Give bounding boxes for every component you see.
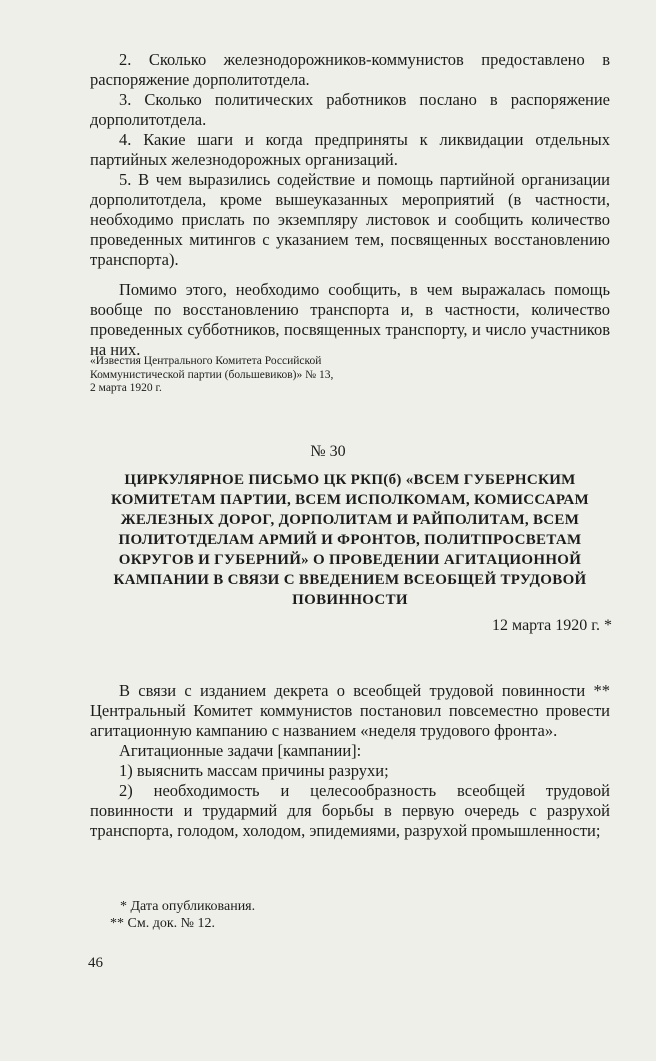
footnote-2: ** См. док. № 12. <box>110 916 215 931</box>
document-title: ЦИРКУЛЯРНОЕ ПИСЬМО ЦК РКП(б) «ВСЕМ ГУБЕРНСКИМ КОМИТЕТАМ ПАРТИИ, ВСЕМ ИСПОЛКОМАМ, КОМИССАРАМ ЖЕЛЕЗНЫХ ДОРОГ, ДОРПОЛИТАМ И РАЙПОЛИТАМ, ВСЕМ ПОЛИТОТДЕЛАМ АРМИЙ И ФРОНТОВ, ПОЛИТПРОСВЕТАМ ОКРУГОВ И ГУБЕРНИЙ» О ПРОВЕДЕНИИ АГИТАЦИОННОЙ КАМПАНИИ В СВЯЗИ С ВВЕДЕНИЕМ ВСЕОБЩЕЙ ТРУДОВОЙ ПОВИННОСТИ <box>110 472 589 608</box>
top-text-block <box>90 50 610 360</box>
paragraph-task-1: 1) выяснить массам причины разрухи; <box>119 761 389 780</box>
paragraph-item-5: 5. В чем выразились содействие и помощь партийной организации дорполитотдела, кроме вышеуказанных мероприятий (в частности, необходимо прислать по экземпляру листовок и сообщить количество проведенных митингов с указанием тем, посвященных восстановлению транспорта). <box>90 170 610 269</box>
paragraph-task-2: 2) необходимость и целесообразность всеобщей трудовой повинности и трудармий для борьбы в первую очередь с разрухой транспорта, голодом, холодом, эпидемиями, разрухой промышленности; <box>90 781 610 840</box>
paragraph-item-4: 4. Какие шаги и когда предприняты к ликвидации отдельных партийных железнодорожных организаций. <box>90 130 610 169</box>
paragraph-item-3: 3. Сколько политических работников послано в распоряжение дорполитотдела. <box>90 90 610 129</box>
footnotes <box>110 898 510 932</box>
footnote-1: * Дата опубликования. <box>120 899 256 914</box>
paragraph-additional: Помимо этого, необходимо сообщить, в чем выражалась помощь вообще по восстановлению транспорта и, в частности, количество проведенных субботников, посвященных транспорту, и число участников на них. <box>90 280 610 359</box>
paragraph-intro: В связи с изданием декрета о всеобщей трудовой повинности ** Центральный Комитет коммунистов постановил повсеместно провести агитационную кампанию с названием «неделя трудового фронта». <box>90 681 610 740</box>
page-number: 46 <box>88 955 103 971</box>
body-text-block <box>90 681 610 841</box>
paragraph-item-2: 2. Сколько железнодорожников-коммунистов предоставлено в распоряжение дорполитотдела. <box>90 50 610 89</box>
document-number: № 30 <box>310 443 346 460</box>
source-citation: «Известия Центрального Комитета Российской Коммунистической партии (большевиков)» № 13, 2 марта 1920 г. <box>90 355 334 394</box>
document-date: 12 марта 1920 г. * <box>492 617 612 634</box>
paragraph-tasks-heading: Агитационные задачи [кампании]: <box>119 741 362 760</box>
